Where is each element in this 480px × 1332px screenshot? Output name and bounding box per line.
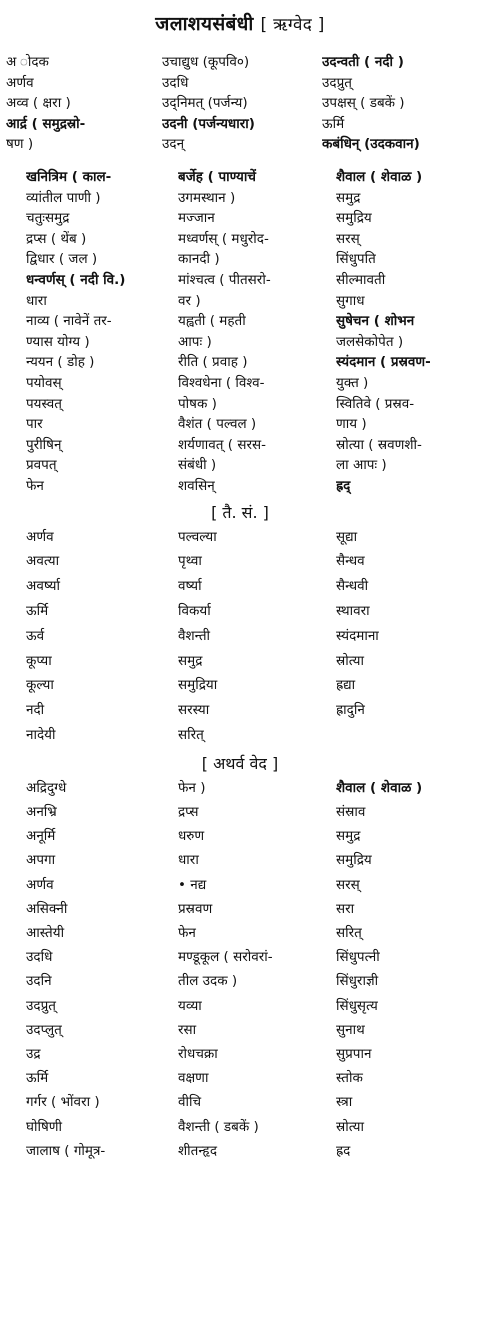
list-row bbox=[0, 1092, 480, 1112]
list-cell: सरस् bbox=[336, 876, 360, 893]
list-row bbox=[0, 435, 480, 455]
list-cell: षण ) bbox=[6, 136, 34, 153]
list-cell: वैशन्ती bbox=[178, 627, 211, 644]
list-row bbox=[0, 270, 480, 290]
list-row bbox=[0, 332, 480, 352]
list-cell: समुद्रिय bbox=[336, 852, 372, 869]
list-cell: वर ) bbox=[178, 292, 201, 309]
list-row bbox=[0, 551, 480, 571]
list-row bbox=[0, 208, 480, 228]
list-cell: संबंधी ) bbox=[178, 457, 217, 474]
list-cell: ऊर्मि bbox=[26, 603, 49, 619]
list-cell: शवसिन् bbox=[178, 478, 215, 494]
list-row bbox=[0, 476, 480, 496]
list-cell: द्रप्स ( थेंब ) bbox=[26, 230, 87, 247]
list-cell: स्तोक bbox=[336, 1070, 363, 1087]
list-cell: घोषिणी bbox=[26, 1118, 63, 1135]
list-cell: अर्णव bbox=[6, 74, 34, 91]
list-cell: स्रोत्या bbox=[336, 652, 364, 669]
list-cell: नदी bbox=[26, 702, 45, 719]
list-cell: उदनी (पर्जन्यधारा) bbox=[162, 115, 255, 132]
list-cell: उदन्वती ( नदी ) bbox=[322, 54, 404, 70]
list-cell: मज्जान bbox=[178, 210, 215, 227]
list-row bbox=[0, 899, 480, 919]
list-cell: उदन् bbox=[162, 136, 185, 153]
list-cell: सरित् bbox=[178, 727, 204, 743]
list-row bbox=[0, 291, 480, 311]
list-cell: णाय ) bbox=[336, 416, 367, 433]
list-row bbox=[0, 651, 480, 671]
list-cell: फेन bbox=[178, 925, 196, 941]
list-cell: पृथ्वा bbox=[178, 553, 202, 570]
list-cell: समुद्रिया bbox=[178, 677, 218, 694]
list-row bbox=[0, 725, 480, 745]
list-row bbox=[0, 373, 480, 393]
list-cell: सुनाथ bbox=[336, 1021, 365, 1038]
list-row bbox=[0, 947, 480, 967]
list-cell: स्वितिवे ( प्रस्रव- bbox=[336, 395, 415, 412]
list-cell: स्त्रा bbox=[336, 1094, 353, 1111]
list-cell: नाव्य ( नावेनें तर- bbox=[26, 313, 112, 330]
list-cell: विश्वधेना ( विश्व- bbox=[178, 375, 265, 391]
list-cell: द्रप्स bbox=[178, 804, 199, 820]
list-cell: उदधि bbox=[26, 949, 53, 966]
list-cell: युक्त ) bbox=[336, 375, 369, 391]
list-cell: नादेयी bbox=[26, 727, 56, 743]
list-cell: रसा bbox=[178, 1021, 197, 1038]
list-cell: शैवाल ( शेवाळ ) bbox=[336, 779, 423, 796]
list-row bbox=[0, 802, 480, 822]
list-cell: विकर्या bbox=[178, 603, 211, 619]
title-sub: [ ऋग्वेद ] bbox=[260, 15, 325, 35]
list-cell: समुद्र bbox=[336, 189, 361, 206]
list-cell: जलसेकोपेत ) bbox=[336, 333, 404, 350]
list-cell: सूद्या bbox=[336, 528, 358, 545]
list-row bbox=[0, 352, 480, 372]
list-cell: अनूर्मि bbox=[26, 828, 56, 845]
list-cell: उद्र bbox=[26, 1046, 41, 1062]
list-cell: ह्रद् bbox=[336, 478, 351, 494]
list-cell: सिंधुराज्ञी bbox=[336, 973, 379, 990]
list-cell: वर्ष्या bbox=[178, 578, 202, 595]
list-cell: सैन्धव bbox=[336, 553, 365, 570]
list-cell: सैन्धवी bbox=[336, 578, 369, 595]
list-cell: उपक्षस् ( डबकें ) bbox=[322, 95, 405, 112]
list-cell: मण्डूकूल ( सरोवरां- bbox=[178, 949, 273, 966]
section-heading: [ तै. सं. ] bbox=[211, 502, 269, 522]
list-cell: कूल्या bbox=[26, 677, 54, 694]
list-cell: आपः ) bbox=[178, 333, 212, 350]
list-cell: जालाष ( गोमूत्र- bbox=[26, 1142, 106, 1159]
list-cell: समुद्रिय bbox=[336, 210, 372, 227]
list-cell: न्ययन ( डोह ) bbox=[26, 354, 95, 371]
list-cell: ऊर्मि bbox=[322, 115, 345, 132]
list-cell: वीचि bbox=[178, 1094, 202, 1111]
list-cell: पार bbox=[26, 416, 43, 433]
section-heading: [ अथर्व वेद ] bbox=[201, 753, 279, 773]
list-cell: सुप्रपान bbox=[336, 1046, 372, 1062]
list-cell: पयोवस् bbox=[26, 375, 62, 391]
list-cell: बर्जेह ( पाण्याचें bbox=[178, 169, 256, 185]
list-cell: तील उदक ) bbox=[178, 973, 238, 990]
list-row bbox=[0, 923, 480, 943]
list-cell: आस्तेयी bbox=[26, 925, 65, 941]
list-cell: सुषेचन ( शोभन bbox=[336, 313, 415, 330]
title-main: जलाशयसंबंधी bbox=[155, 13, 254, 35]
list-cell: • नद्य bbox=[178, 876, 207, 893]
list-row bbox=[0, 167, 480, 187]
list-cell: शैवाल ( शेवाळ ) bbox=[336, 169, 423, 185]
list-row bbox=[0, 73, 480, 93]
list-cell: फेन bbox=[26, 478, 44, 494]
list-cell: प्रवपत् bbox=[26, 457, 57, 474]
list-row bbox=[0, 455, 480, 475]
list-cell: सरा bbox=[336, 900, 355, 917]
list-cell: स्थावरा bbox=[336, 603, 370, 619]
list-row bbox=[0, 576, 480, 596]
list-cell: सिंधुपत्नी bbox=[336, 949, 380, 966]
list-row bbox=[0, 394, 480, 414]
list-cell: उचाद्युध (कूपवि०) bbox=[162, 54, 250, 70]
list-cell: उगमस्थान ) bbox=[178, 189, 236, 206]
page-title bbox=[0, 10, 480, 36]
list-cell: उदधि bbox=[162, 74, 189, 91]
list-row bbox=[0, 875, 480, 895]
list-row bbox=[0, 52, 480, 72]
list-row bbox=[0, 188, 480, 208]
list-cell: अनभ्रि bbox=[26, 804, 57, 820]
list-cell: धारा bbox=[26, 292, 47, 309]
list-cell: यव्या bbox=[178, 997, 202, 1014]
list-cell: अर्णव bbox=[26, 528, 54, 545]
list-cell: अवत्या bbox=[26, 553, 60, 570]
list-cell: वैशन्ती ( डबकें ) bbox=[178, 1118, 259, 1135]
list-row bbox=[0, 229, 480, 249]
list-cell: धारा bbox=[178, 852, 199, 869]
list-cell: सिंधुसृत्य bbox=[336, 997, 378, 1014]
list-cell: अवर्ष्या bbox=[26, 578, 60, 595]
list-row bbox=[0, 114, 480, 134]
list-cell: शीतन्हृद bbox=[178, 1142, 218, 1159]
list-row bbox=[0, 971, 480, 991]
list-cell: ला आपः ) bbox=[336, 457, 387, 474]
list-cell: पल्वल्या bbox=[178, 528, 217, 545]
list-cell: प्रस्रवण bbox=[178, 900, 213, 917]
list-cell: सिंधुपति bbox=[336, 251, 376, 268]
list-row bbox=[0, 527, 480, 547]
list-cell: यह्वती ( महती bbox=[178, 313, 246, 330]
list-row bbox=[0, 996, 480, 1016]
list-cell: मांश्चत्व ( पीतसरो- bbox=[178, 272, 271, 288]
list-row bbox=[0, 675, 480, 695]
list-cell: स्यंदमान ( प्रस्रवण- bbox=[336, 354, 431, 371]
list-cell: सरित् bbox=[336, 925, 362, 941]
list-row bbox=[0, 1141, 480, 1161]
list-cell: खनित्रिम ( काल- bbox=[26, 169, 112, 185]
list-cell: उदनि bbox=[26, 973, 52, 990]
list-cell: सुगाध bbox=[336, 292, 365, 309]
list-cell: उदप्रुत् bbox=[322, 74, 352, 91]
list-cell: शर्यणावत् ( सरस- bbox=[178, 436, 266, 453]
list-cell: उदप्लुत् bbox=[26, 1021, 62, 1038]
list-cell: गर्गर ( भोंवरा ) bbox=[26, 1094, 100, 1111]
list-cell: असिक्नी bbox=[26, 900, 68, 917]
list-row bbox=[0, 700, 480, 720]
list-row bbox=[0, 249, 480, 269]
list-cell: उदप्रुत् bbox=[26, 997, 56, 1014]
list-cell: अपगा bbox=[26, 852, 56, 869]
list-row bbox=[0, 626, 480, 646]
list-cell: धरुण bbox=[178, 828, 205, 845]
list-cell: व्यांतील पाणी ) bbox=[26, 189, 101, 206]
list-cell: वक्षणा bbox=[178, 1070, 209, 1087]
list-cell: अर्णव bbox=[26, 876, 54, 893]
list-row bbox=[0, 1117, 480, 1137]
list-row bbox=[0, 311, 480, 331]
list-cell: कबंधिन् (उदकवान) bbox=[322, 136, 420, 153]
list-cell: सील्मावती bbox=[336, 272, 386, 288]
list-cell: पयस्वत् bbox=[26, 395, 62, 412]
list-cell: स्रोत्या bbox=[336, 1118, 364, 1135]
list-cell: स्यंदमाना bbox=[336, 627, 379, 644]
list-cell: फेन ) bbox=[178, 779, 206, 796]
list-cell: सरस्या bbox=[178, 702, 210, 719]
list-cell: पुरीषिन् bbox=[26, 436, 62, 453]
list-cell: मध्वर्णस् ( मधुरोद- bbox=[178, 230, 269, 247]
list-row bbox=[0, 414, 480, 434]
list-cell: रीति ( प्रवाह ) bbox=[178, 354, 248, 371]
list-cell: स्रोत्या ( स्रवणशी- bbox=[336, 436, 422, 453]
list-row bbox=[0, 1020, 480, 1040]
list-cell: अद्रिदुग्धे bbox=[26, 779, 67, 796]
list-row bbox=[0, 850, 480, 870]
list-cell: उद्‌निमत् (पर्जन्य) bbox=[162, 95, 248, 112]
list-cell: ऊर्मि bbox=[26, 1070, 49, 1087]
list-cell: सरस् bbox=[336, 230, 360, 247]
list-cell: पोषक ) bbox=[178, 395, 217, 412]
list-row bbox=[0, 826, 480, 846]
list-cell: ह्रादुनि bbox=[336, 702, 365, 719]
list-cell: संस्राव bbox=[336, 804, 366, 820]
list-cell: रोधचक्रा bbox=[178, 1046, 218, 1062]
list-cell: आर्द्र ( समुद्रस्रो- bbox=[6, 115, 86, 132]
list-row bbox=[0, 778, 480, 798]
list-row bbox=[0, 93, 480, 113]
list-cell: अ ोदक bbox=[6, 54, 49, 70]
list-cell: वैशंत ( पल्वल ) bbox=[178, 416, 257, 433]
list-cell: अव्व ( क्षरा ) bbox=[6, 95, 71, 112]
list-row bbox=[0, 1044, 480, 1064]
list-row bbox=[0, 134, 480, 154]
list-cell: कानदी ) bbox=[178, 251, 220, 268]
list-row bbox=[0, 1068, 480, 1088]
list-cell: ह्रद bbox=[336, 1142, 351, 1159]
list-row bbox=[0, 601, 480, 621]
list-cell: समुद्र bbox=[178, 652, 203, 669]
list-cell: द्विधार ( जल ) bbox=[26, 251, 98, 268]
list-cell: ण्यास योग्य ) bbox=[26, 333, 90, 350]
list-cell: चतुःसमुद्र bbox=[26, 210, 70, 227]
list-cell: ह्रद्या bbox=[336, 677, 356, 694]
list-cell: कूप्या bbox=[26, 652, 52, 669]
list-cell: ऊर्व bbox=[26, 627, 45, 644]
list-cell: समुद्र bbox=[336, 828, 361, 845]
list-cell: धन्वर्णस् ( नदी वि.) bbox=[26, 272, 126, 288]
